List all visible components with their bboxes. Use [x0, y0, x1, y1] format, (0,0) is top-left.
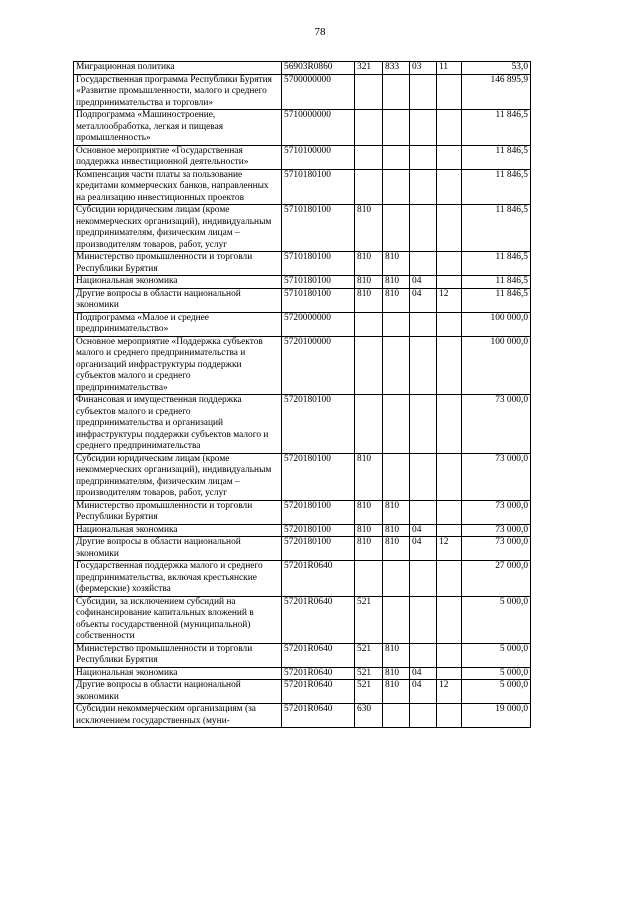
row-name-cell: Другие вопросы в области национальной экономики — [74, 288, 282, 312]
row-name-cell: Основное мероприятие «Государственная поддержка инвестиционной деятельности» — [74, 145, 282, 169]
row-sum-cell: 27 000,0 — [462, 561, 531, 597]
row-name-cell: Государственная поддержка малого и среднего предпринимательства, включая крестьянские (фермерские) хозяйства — [74, 561, 282, 597]
row-rz-cell: 04 — [410, 288, 437, 312]
row-sum-cell: 73 000,0 — [462, 524, 531, 537]
table-row — [74, 704, 531, 728]
row-name-cell: Компенсация части платы за пользование кредитами коммерческих банков, направленных на реализацию инвестиционных проектов — [74, 169, 282, 205]
row-csr-cell: 5720180100 — [282, 500, 355, 524]
row-grbs-cell: 810 — [383, 524, 410, 537]
row-csr-cell: 5710180100 — [282, 205, 355, 252]
row-name-cell: Субсидии юридическим лицам (кроме некоммерческих организаций), индивидуальным предпринимателям, физическим лицам – производителям товаров, работ, услуг — [74, 205, 282, 252]
row-grbs-cell: 810 — [383, 643, 410, 667]
table-row — [74, 336, 531, 395]
row-sum-cell: 19 000,0 — [462, 704, 531, 728]
row-rz-cell — [410, 643, 437, 667]
row-grbs-cell — [383, 453, 410, 500]
row-sum-cell: 5 000,0 — [462, 643, 531, 667]
row-csr-cell: 57201R0640 — [282, 561, 355, 597]
row-grbs-cell: 810 — [383, 537, 410, 561]
row-pr-cell — [437, 145, 462, 169]
table-row — [74, 62, 531, 75]
row-rz-cell — [410, 205, 437, 252]
row-name-cell: Миграционная политика — [74, 62, 282, 75]
row-pr-cell — [437, 643, 462, 667]
row-pr-cell — [437, 667, 462, 680]
row-grbs-cell — [383, 596, 410, 643]
table-row — [74, 169, 531, 205]
row-rz-cell — [410, 561, 437, 597]
row-csr-cell: 5720180100 — [282, 395, 355, 454]
table-row — [74, 312, 531, 336]
row-csr-cell: 57201R0640 — [282, 680, 355, 704]
row-sum-cell: 11 846,5 — [462, 276, 531, 289]
row-name-cell: Подпрограмма «Машиностроение, металлообработка, легкая и пищевая промышленность» — [74, 110, 282, 146]
row-csr-cell: 5720000000 — [282, 312, 355, 336]
row-pr-cell: 12 — [437, 537, 462, 561]
row-grbs-cell: 810 — [383, 288, 410, 312]
row-vr-cell — [355, 169, 383, 205]
row-vr-cell — [355, 110, 383, 146]
row-rz-cell: 04 — [410, 524, 437, 537]
row-csr-cell: 5720180100 — [282, 453, 355, 500]
row-grbs-cell: 810 — [383, 500, 410, 524]
table-row — [74, 252, 531, 276]
row-rz-cell — [410, 500, 437, 524]
row-vr-cell: 321 — [355, 62, 383, 75]
row-grbs-cell — [383, 205, 410, 252]
row-sum-cell: 73 000,0 — [462, 500, 531, 524]
row-sum-cell: 11 846,5 — [462, 145, 531, 169]
row-rz-cell: 04 — [410, 537, 437, 561]
row-rz-cell: 04 — [410, 680, 437, 704]
table-row — [74, 667, 531, 680]
row-grbs-cell — [383, 145, 410, 169]
row-vr-cell: 810 — [355, 205, 383, 252]
row-rz-cell — [410, 145, 437, 169]
row-name-cell: Государственная программа Республики Бурятия «Развитие промышленности, малого и среднего предпринимательства и торговли» — [74, 74, 282, 110]
row-name-cell: Министерство промышленности и торговли Республики Бурятия — [74, 643, 282, 667]
row-name-cell: Другие вопросы в области национальной экономики — [74, 680, 282, 704]
row-name-cell: Субсидии некоммерческим организациям (за исключением государственных (муни- — [74, 704, 282, 728]
row-pr-cell — [437, 169, 462, 205]
row-csr-cell: 5700000000 — [282, 74, 355, 110]
row-grbs-cell — [383, 74, 410, 110]
row-csr-cell: 5710100000 — [282, 145, 355, 169]
row-rz-cell — [410, 395, 437, 454]
row-vr-cell: 810 — [355, 252, 383, 276]
row-csr-cell: 57201R0640 — [282, 667, 355, 680]
row-name-cell: Субсидии юридическим лицам (кроме некоммерческих организаций), индивидуальным предпринимателям, физическим лицам – производителям товаров, работ, услуг — [74, 453, 282, 500]
row-vr-cell — [355, 312, 383, 336]
row-csr-cell: 5710180100 — [282, 276, 355, 289]
row-pr-cell: 12 — [437, 680, 462, 704]
table-row — [74, 453, 531, 500]
row-pr-cell — [437, 453, 462, 500]
row-grbs-cell: 810 — [383, 276, 410, 289]
row-sum-cell: 73 000,0 — [462, 453, 531, 500]
row-name-cell: Другие вопросы в области национальной экономики — [74, 537, 282, 561]
row-grbs-cell — [383, 336, 410, 395]
row-rz-cell — [410, 336, 437, 395]
row-csr-cell: 5720180100 — [282, 537, 355, 561]
row-sum-cell: 53,0 — [462, 62, 531, 75]
row-name-cell: Субсидии, за исключением субсидий на софинансирование капитальных вложений в объекты государственной (муниципальной) собственности — [74, 596, 282, 643]
row-rz-cell — [410, 74, 437, 110]
table-row — [74, 205, 531, 252]
row-csr-cell: 5710000000 — [282, 110, 355, 146]
row-csr-cell: 5720180100 — [282, 524, 355, 537]
row-vr-cell: 810 — [355, 453, 383, 500]
row-sum-cell: 73 000,0 — [462, 395, 531, 454]
row-grbs-cell — [383, 561, 410, 597]
row-sum-cell: 100 000,0 — [462, 312, 531, 336]
row-pr-cell — [437, 336, 462, 395]
row-name-cell: Финансовая и имущественная поддержка субъектов малого и среднего предпринимательства и организаций инфраструктуры поддержки субъектов малого и среднего предпринимательства — [74, 395, 282, 454]
row-sum-cell: 146 895,9 — [462, 74, 531, 110]
row-grbs-cell — [383, 312, 410, 336]
row-sum-cell: 11 846,5 — [462, 205, 531, 252]
row-name-cell: Национальная экономика — [74, 524, 282, 537]
row-grbs-cell — [383, 110, 410, 146]
row-name-cell: Основное мероприятие «Поддержка субъектов малого и среднего предпринимательства и организаций инфраструктуры поддержки субъектов малого и среднего предпринимательства» — [74, 336, 282, 395]
row-vr-cell — [355, 336, 383, 395]
row-pr-cell — [437, 276, 462, 289]
row-csr-cell: 57201R0640 — [282, 704, 355, 728]
row-name-cell: Министерство промышленности и торговли Республики Бурятия — [74, 500, 282, 524]
row-vr-cell — [355, 145, 383, 169]
row-vr-cell: 521 — [355, 596, 383, 643]
row-pr-cell — [437, 395, 462, 454]
row-vr-cell: 630 — [355, 704, 383, 728]
row-grbs-cell — [383, 395, 410, 454]
row-sum-cell: 11 846,5 — [462, 252, 531, 276]
row-pr-cell — [437, 312, 462, 336]
row-vr-cell: 810 — [355, 276, 383, 289]
row-sum-cell: 100 000,0 — [462, 336, 531, 395]
row-pr-cell — [437, 500, 462, 524]
row-rz-cell — [410, 110, 437, 146]
row-pr-cell — [437, 74, 462, 110]
table-row — [74, 395, 531, 454]
row-pr-cell — [437, 524, 462, 537]
row-csr-cell: 56903R0860 — [282, 62, 355, 75]
row-csr-cell: 5710180100 — [282, 252, 355, 276]
row-vr-cell — [355, 395, 383, 454]
row-rz-cell — [410, 252, 437, 276]
table-row — [74, 643, 531, 667]
row-rz-cell — [410, 704, 437, 728]
table-row — [74, 537, 531, 561]
table-row — [74, 500, 531, 524]
row-pr-cell — [437, 561, 462, 597]
table-row — [74, 288, 531, 312]
row-vr-cell: 810 — [355, 524, 383, 537]
row-sum-cell: 5 000,0 — [462, 667, 531, 680]
row-csr-cell: 57201R0640 — [282, 596, 355, 643]
table-body — [74, 62, 531, 728]
table-row — [74, 561, 531, 597]
table-row — [74, 110, 531, 146]
row-sum-cell: 73 000,0 — [462, 537, 531, 561]
page-number: 78 — [314, 26, 326, 38]
row-grbs-cell — [383, 704, 410, 728]
row-pr-cell — [437, 205, 462, 252]
row-pr-cell: 11 — [437, 62, 462, 75]
table-row — [74, 74, 531, 110]
row-vr-cell: 521 — [355, 680, 383, 704]
row-pr-cell — [437, 704, 462, 728]
row-vr-cell: 810 — [355, 537, 383, 561]
row-rz-cell: 03 — [410, 62, 437, 75]
row-rz-cell — [410, 169, 437, 205]
row-grbs-cell: 833 — [383, 62, 410, 75]
row-vr-cell — [355, 561, 383, 597]
row-rz-cell — [410, 453, 437, 500]
table-row — [74, 524, 531, 537]
row-sum-cell: 5 000,0 — [462, 596, 531, 643]
row-rz-cell — [410, 596, 437, 643]
row-sum-cell: 11 846,5 — [462, 169, 531, 205]
row-pr-cell — [437, 596, 462, 643]
row-vr-cell: 521 — [355, 667, 383, 680]
table-row — [74, 145, 531, 169]
row-grbs-cell: 810 — [383, 667, 410, 680]
row-pr-cell — [437, 252, 462, 276]
row-sum-cell: 11 846,5 — [462, 110, 531, 146]
row-vr-cell: 810 — [355, 288, 383, 312]
row-vr-cell — [355, 74, 383, 110]
budget-table — [73, 61, 531, 728]
row-pr-cell: 12 — [437, 288, 462, 312]
row-csr-cell: 5710180100 — [282, 169, 355, 205]
table-row — [74, 680, 531, 704]
row-csr-cell: 5720100000 — [282, 336, 355, 395]
row-name-cell: Национальная экономика — [74, 667, 282, 680]
row-vr-cell: 810 — [355, 500, 383, 524]
row-rz-cell: 04 — [410, 667, 437, 680]
row-sum-cell: 11 846,5 — [462, 288, 531, 312]
table-row — [74, 276, 531, 289]
row-rz-cell — [410, 312, 437, 336]
table-row — [74, 596, 531, 643]
row-grbs-cell: 810 — [383, 252, 410, 276]
row-grbs-cell — [383, 169, 410, 205]
row-vr-cell: 521 — [355, 643, 383, 667]
row-rz-cell: 04 — [410, 276, 437, 289]
row-csr-cell: 57201R0640 — [282, 643, 355, 667]
row-name-cell: Министерство промышленности и торговли Республики Бурятия — [74, 252, 282, 276]
row-sum-cell: 5 000,0 — [462, 680, 531, 704]
row-name-cell: Подпрограмма «Малое и среднее предпринимательство» — [74, 312, 282, 336]
row-name-cell: Национальная экономика — [74, 276, 282, 289]
row-grbs-cell: 810 — [383, 680, 410, 704]
row-csr-cell: 5710180100 — [282, 288, 355, 312]
row-pr-cell — [437, 110, 462, 146]
